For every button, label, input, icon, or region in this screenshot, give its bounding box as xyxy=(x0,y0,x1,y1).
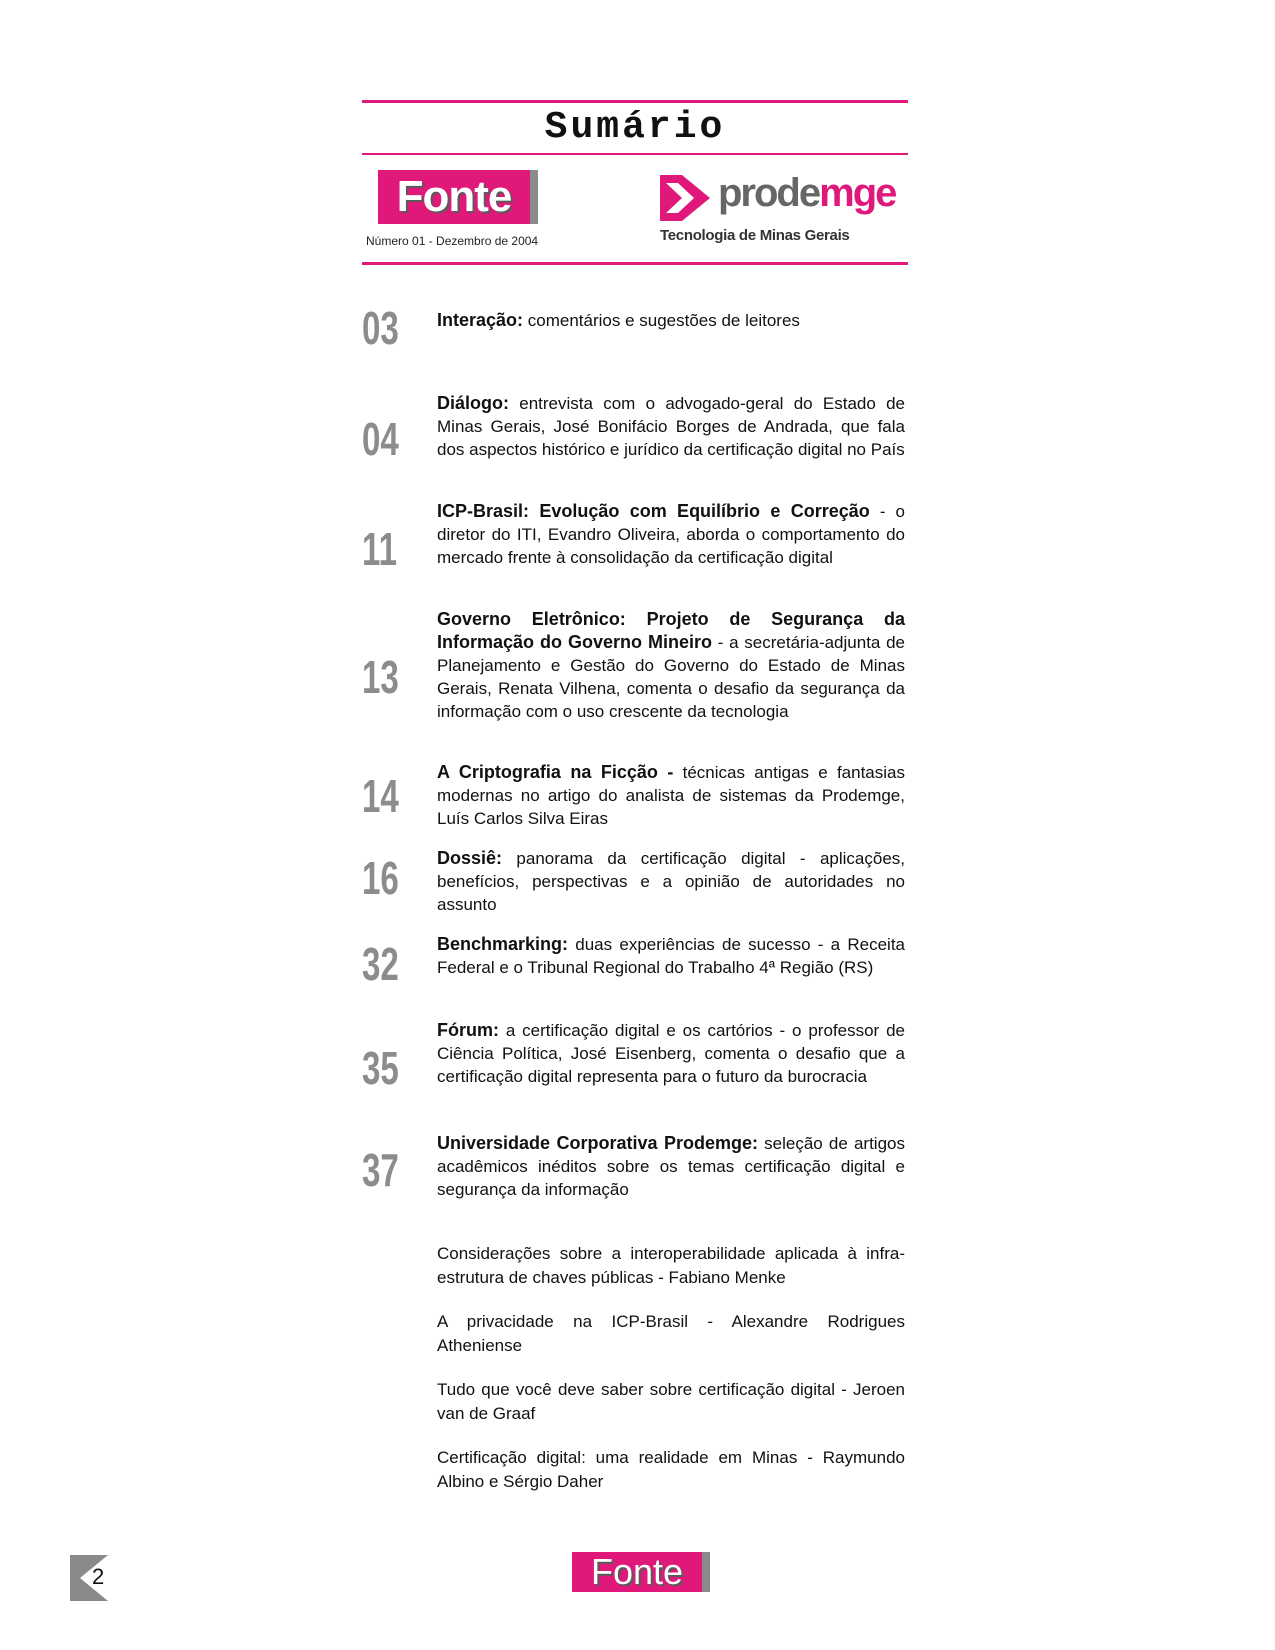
toc-page-number: 16 xyxy=(362,852,399,904)
toc-entry xyxy=(437,608,905,723)
toc-entry-heading: Diálogo: xyxy=(437,393,509,413)
toc-entry-heading: A Criptografia na Ficção - xyxy=(437,762,674,782)
toc-page-number: 37 xyxy=(362,1144,399,1196)
toc-entry xyxy=(437,1132,905,1201)
toc-entry-text: - o diretor do ITI, Evandro Oliveira, aborda o comportamento do mercado frente à consolidação da certificação digital xyxy=(437,502,905,567)
toc-page-number: 03 xyxy=(362,302,399,354)
top-rule xyxy=(362,100,908,103)
footer-logo-text: Fonte xyxy=(590,1551,684,1592)
toc-entry-heading: Interação: xyxy=(437,310,524,330)
article-item: Considerações sobre a interoperabilidade aplicada à infra-estrutura de chaves públicas - Fabiano Menke xyxy=(437,1244,905,1287)
toc-entry-heading: Dossiê: xyxy=(437,848,503,868)
toc-page-number: 13 xyxy=(362,651,399,703)
toc-entry-text: seleção de artigos acadêmicos inéditos sobre os temas certificação digital e segurança da informação xyxy=(437,1134,905,1199)
toc-page-number: 32 xyxy=(362,938,399,990)
toc-page-number: 04 xyxy=(362,413,399,465)
prodemge-name-a: prode xyxy=(718,171,820,215)
toc-entry xyxy=(437,847,905,916)
header-bottom-rule xyxy=(362,262,908,265)
toc-entry-heading: Benchmarking: xyxy=(437,934,569,954)
toc-entry-text: panorama da certificação digital - aplicações, benefícios, perspectivas e a opinião de autoridades no assunto xyxy=(437,849,905,914)
toc-entry-heading: Fórum: xyxy=(437,1020,499,1040)
toc-entry-heading: Governo Eletrônico: Projeto de Segurança da Informação do Governo Mineiro xyxy=(437,609,905,652)
toc-entry xyxy=(437,1019,905,1088)
toc-entry xyxy=(437,309,905,332)
fonte-logo-text: Fonte xyxy=(396,172,512,221)
prodemge-tagline: Tecnologia de Minas Gerais xyxy=(660,227,850,244)
page-title: Sumário xyxy=(544,106,726,149)
toc-entry-text: a certificação digital e os cartórios - o professor de Ciência Política, José Eisenberg, comenta o desafio que a certificação digital representa para o futuro da burocracia xyxy=(437,1021,905,1086)
prodemge-name-b: mge xyxy=(819,171,896,215)
prodemge-arrow-icon xyxy=(660,175,710,221)
toc-entry xyxy=(437,761,905,830)
toc-entry-heading: Universidade Corporativa Prodemge: xyxy=(437,1133,758,1153)
article-item: Certificação digital: uma realidade em Minas - Raymundo Albino e Sérgio Daher xyxy=(437,1448,905,1491)
issue-info: Número 01 - Dezembro de 2004 xyxy=(366,234,539,248)
fonte-logo xyxy=(378,170,538,224)
toc-entry-text: comentários e sugestões de leitores xyxy=(523,311,800,330)
toc-entry xyxy=(437,392,905,461)
toc-page-number: 14 xyxy=(362,770,399,822)
toc-entry xyxy=(437,933,905,979)
toc-entry-text: duas experiências de sucesso - a Receita Federal e o Tribunal Regional do Trabalho 4ª Região (RS) xyxy=(437,935,905,977)
title-rule xyxy=(362,153,908,155)
toc-entry-heading: ICP-Brasil: Evolução com Equilíbrio e Correção xyxy=(437,501,870,521)
toc-page-number: 35 xyxy=(362,1042,399,1094)
footer-fonte-logo xyxy=(572,1552,710,1592)
article-item: Tudo que você deve saber sobre certificação digital - Jeroen van de Graaf xyxy=(437,1380,905,1423)
toc-entry-text: entrevista com o advogado-geral do Estado de Minas Gerais, José Bonifácio Borges de Andrada, que fala dos aspectos histórico e jurídico da certificação digital no País xyxy=(437,394,905,459)
toc-page-number: 11 xyxy=(362,523,398,575)
toc-entry-text: técnicas antigas e fantasias modernas no artigo do analista de sistemas da Prodemge, Luís Carlos Silva Eiras xyxy=(437,763,905,828)
page-number: 2 xyxy=(92,1564,105,1589)
toc-entry xyxy=(437,500,905,569)
toc-entry-text: - a secretária-adjunta de Planejamento e Gestão do Governo do Estado de Minas Gerais, Renata Vilhena, comenta o desafio da segurança da informação com o uso crescente da tecnologia xyxy=(437,633,906,721)
article-item: A privacidade na ICP-Brasil - Alexandre Rodrigues Atheniense xyxy=(437,1312,905,1355)
